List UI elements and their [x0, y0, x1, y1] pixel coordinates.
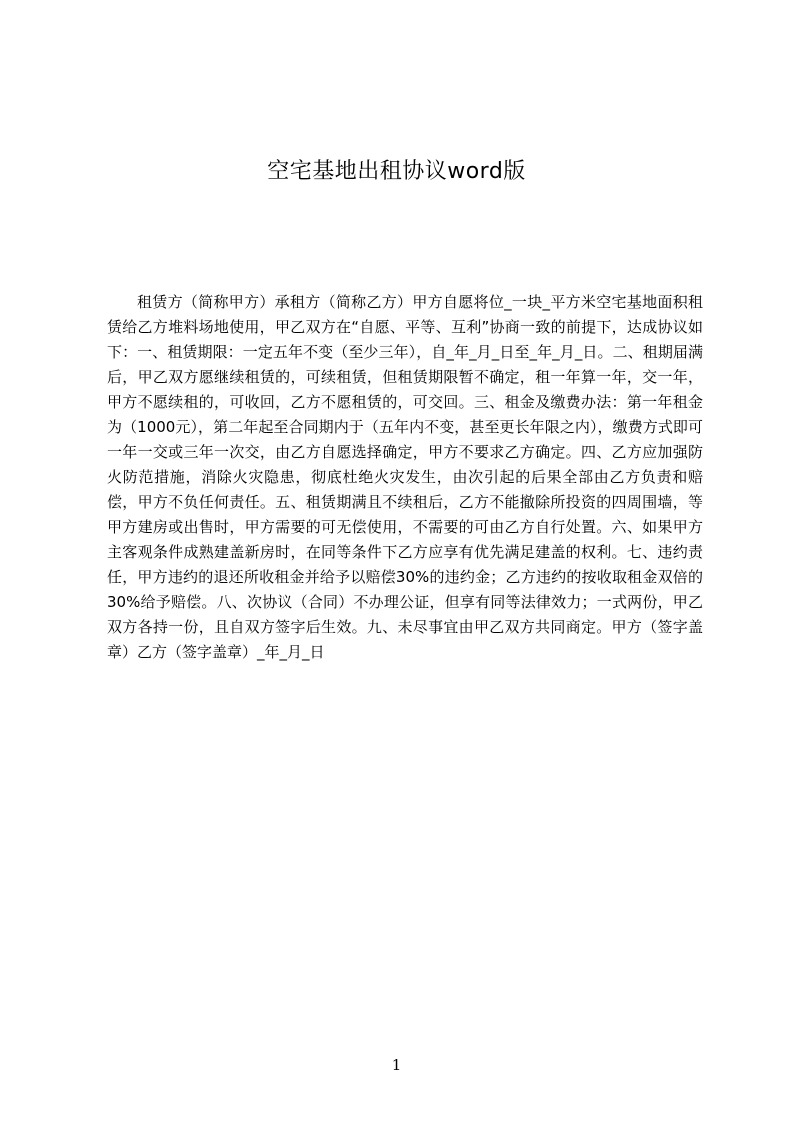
document-title: 空宅基地出租协议word版 [267, 158, 526, 184]
page-number: 1 [391, 1056, 402, 1074]
agreement-body-paragraph: 租赁方（简称甲方）承租方（简称乙方）甲方自愿将位_一块_平方米空宅基地面积租赁给乙方堆料场地使用，甲乙双方在“自愿、平等、互利”协商一致的前提下，达成协议如下：一、租赁期限：一定五年不变（至少三年），自_年_月_日至_年_月_日。二、租期届满后，甲乙双方愿继续租赁的，可续租赁，但租赁期限暂不确定，租一年算一年，交一年，甲方不愿续租的，可收回，乙方不愿租赁的，可交回。三、租金及缴费办法：第一年租金为（1000元），第二年起至合同期内于（五年内不变，甚至更长年限之内），缴费方式即可一年一交或三年一次交，由乙方自愿选择确定，甲方不要求乙方确定。四、乙方应加强防火防范措施，消除火灾隐患，彻底杜绝火灾发生，由次引起的后果全部由乙方负责和赔偿，甲方不负任何责任。五、租赁期满且不续租后，乙方不能撤除所投资的四周围墙，等甲方建房或出售时，甲方需要的可无偿使用，不需要的可由乙方自行处置。六、如果甲方主客观条件成熟建盖新房时，在同等条件下乙方应享有优先满足建盖的权利。七、违约责任，甲方违约的退还所收租金并给予以赔偿30%的违约金；乙方违约的按收取租金双倍的30%给予赔偿。八、次协议（合同）不办理公证，但享有同等法律效力；一式两份，甲乙双方各持一份，且自双方签字后生效。九、未尽事宜由甲乙双方共同商定。甲方（签字盖章）乙方（签字盖章）_年_月_日 [107, 293, 704, 661]
